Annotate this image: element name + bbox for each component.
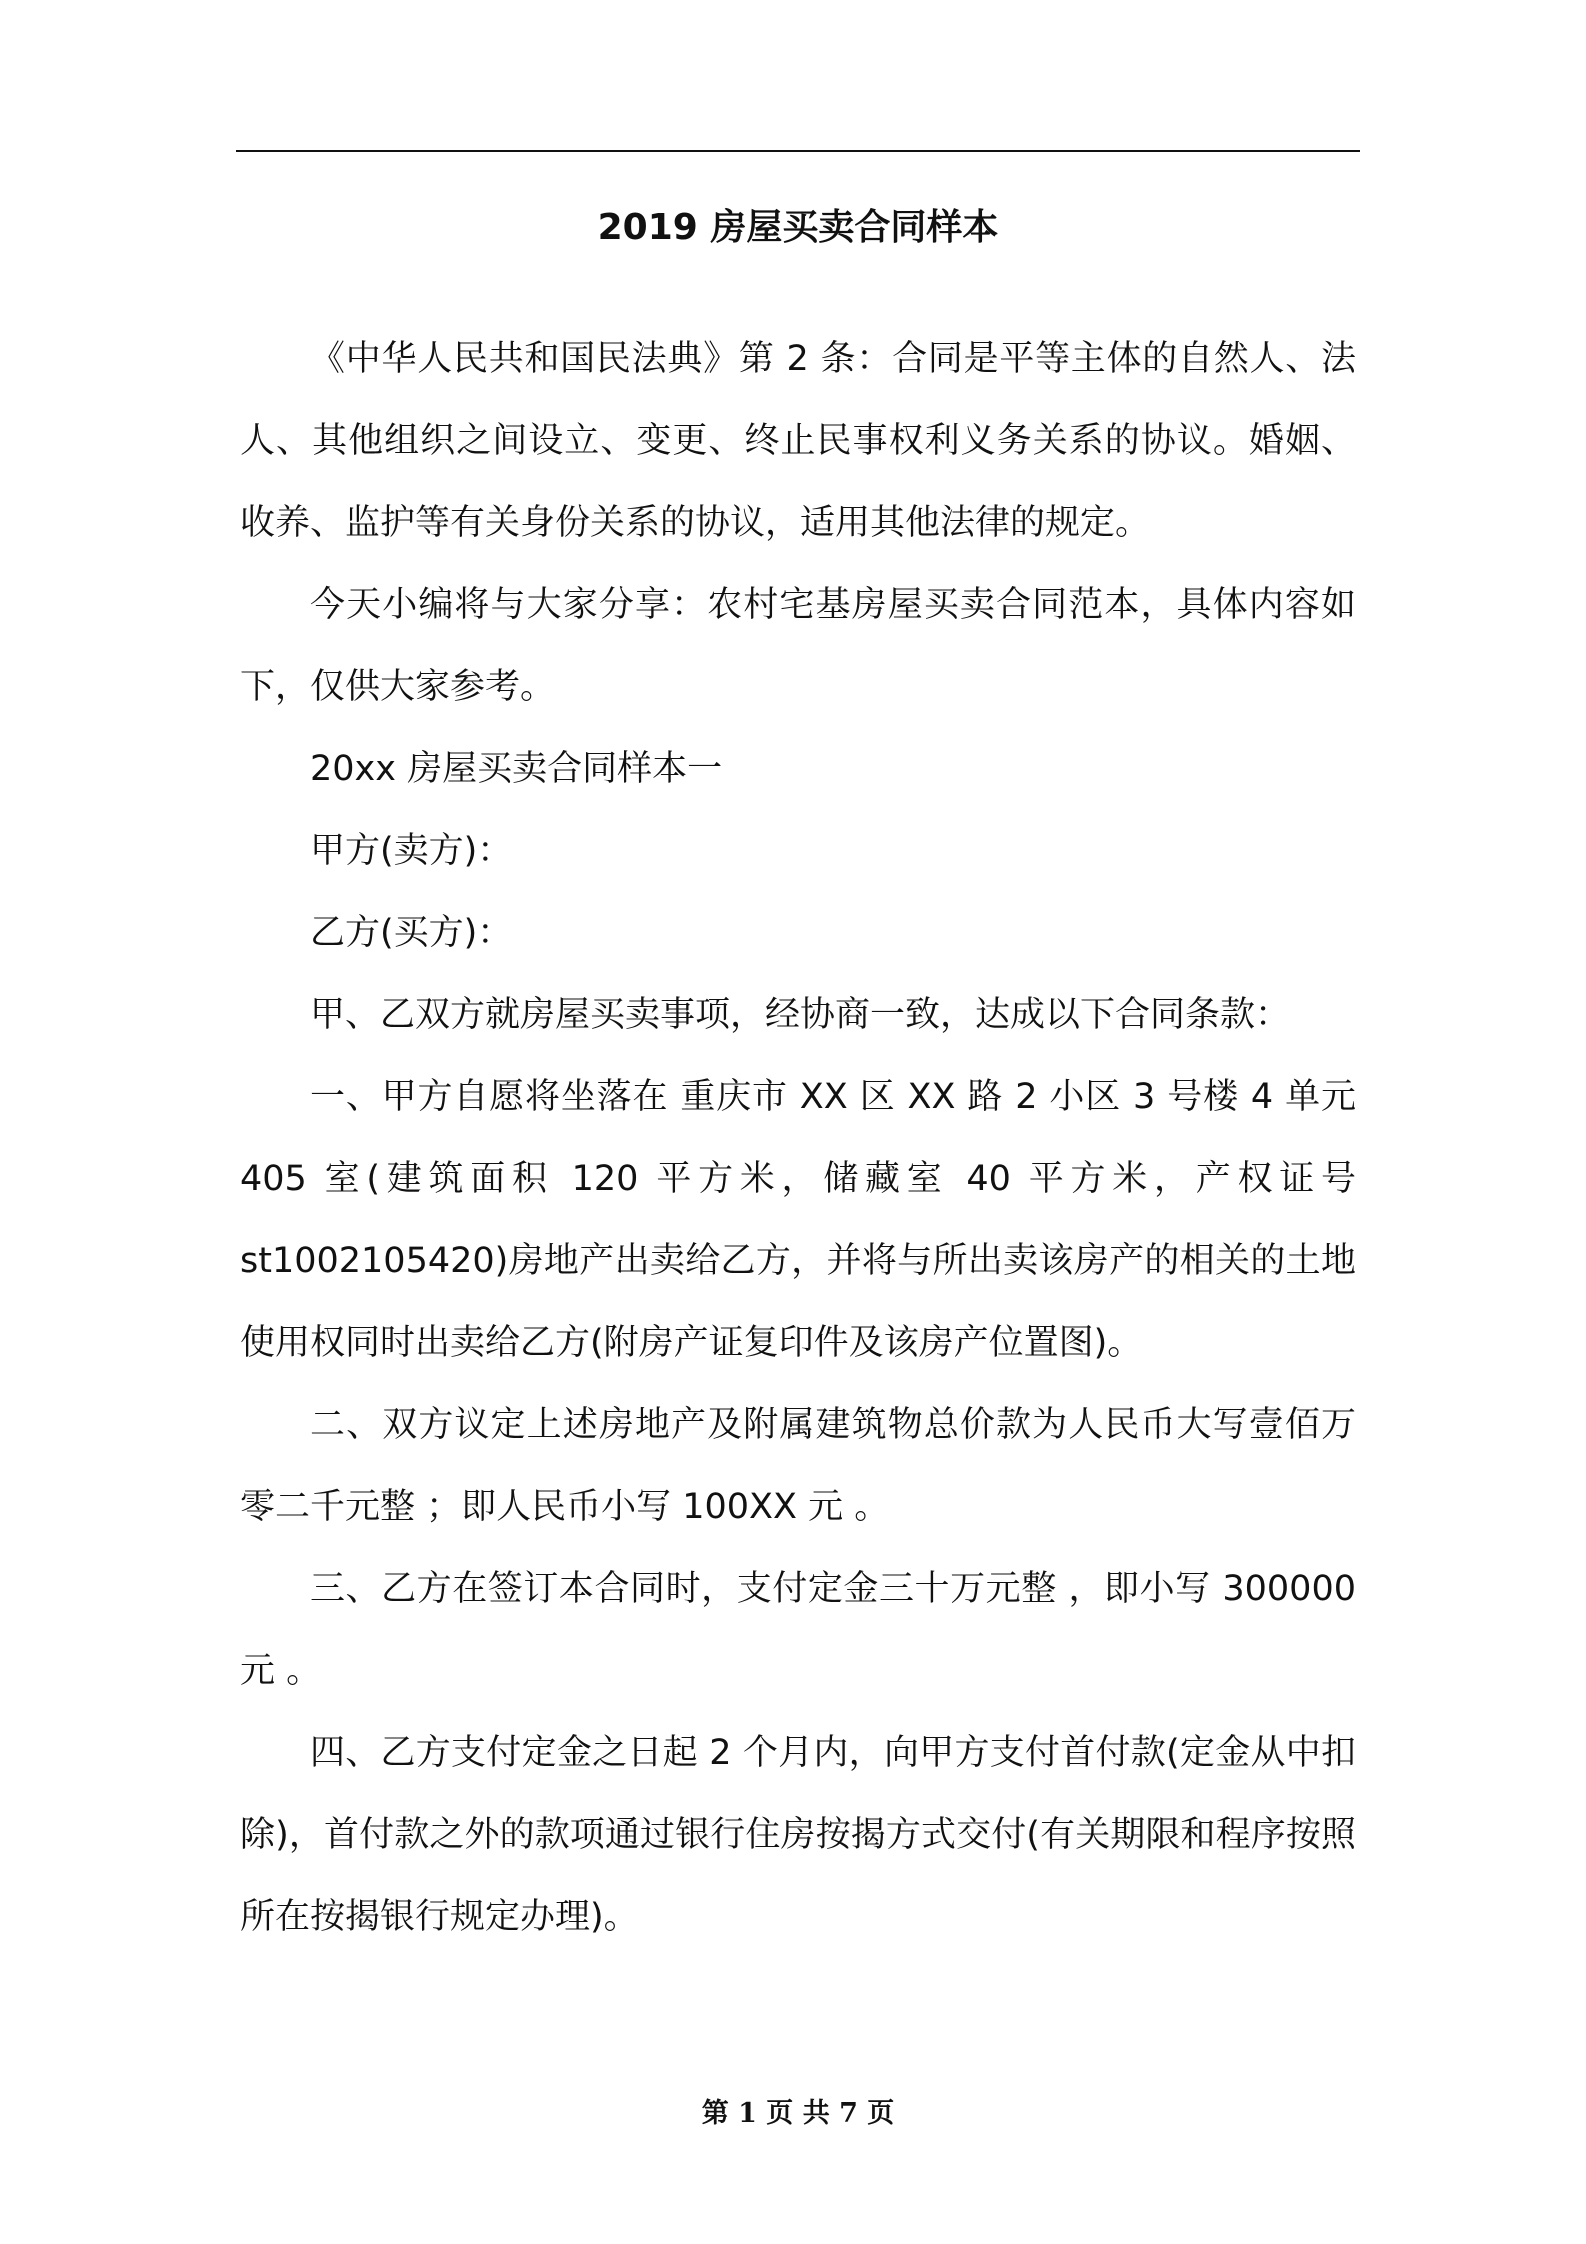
clause-2: 二、双方议定上述房地产及附属建筑物总价款为人民币大写壹佰万零二千元整 ；即人民币小写 100XX 元 。 <box>240 1405 1356 1527</box>
paragraph-agreement: 甲、乙双方就房屋买卖事项，经协商一致，达成以下合同条款： <box>310 995 1291 1035</box>
document-body <box>240 318 1356 1958</box>
clause-3: 三、乙方在签订本合同时，支付定金三十万元整 ，即小写 300000 元 。 <box>240 1569 1356 1691</box>
paragraph-intro: 今天小编将与大家分享：农村宅基房屋买卖合同范本，具体内容如下，仅供大家参考。 <box>240 585 1356 707</box>
clause-1: 一、甲方自愿将坐落在 重庆市 XX 区 XX 路 2 小区 3 号楼 4 单元 405 室(建筑面积 120 平方米，储藏室 40 平方米，产权证号 st1002105420)房地产出卖给乙方，并将与所出卖该房产的相关的土地使用权同时出卖给乙方(附房产证复印件及该房产位置图)。 <box>240 1077 1356 1363</box>
paragraph-party-b: 乙方(买方)： <box>310 913 513 953</box>
document-title: 2019 房屋买卖合同样本 <box>597 207 999 248</box>
clause-4: 四、乙方支付定金之日起 2 个月内，向甲方支付首付款(定金从中扣除)，首付款之外的款项通过银行住房按揭方式交付(有关期限和程序按照所在按揭银行规定办理)。 <box>240 1733 1356 1937</box>
paragraph-civil-code: 《中华人民共和国民法典》第 2 条：合同是平等主体的自然人、法人、其他组织之间设立、变更、终止民事权利义务关系的协议。婚姻、收养、监护等有关身份关系的协议，适用其他法律的规定。 <box>240 339 1356 543</box>
page-indicator: 第 1 页 共 7 页 <box>701 2098 895 2129</box>
paragraph-party-a: 甲方(卖方)： <box>310 831 513 871</box>
paragraph-sample-heading: 20xx 房屋买卖合同样本一 <box>310 749 723 789</box>
header-rule <box>236 150 1360 152</box>
